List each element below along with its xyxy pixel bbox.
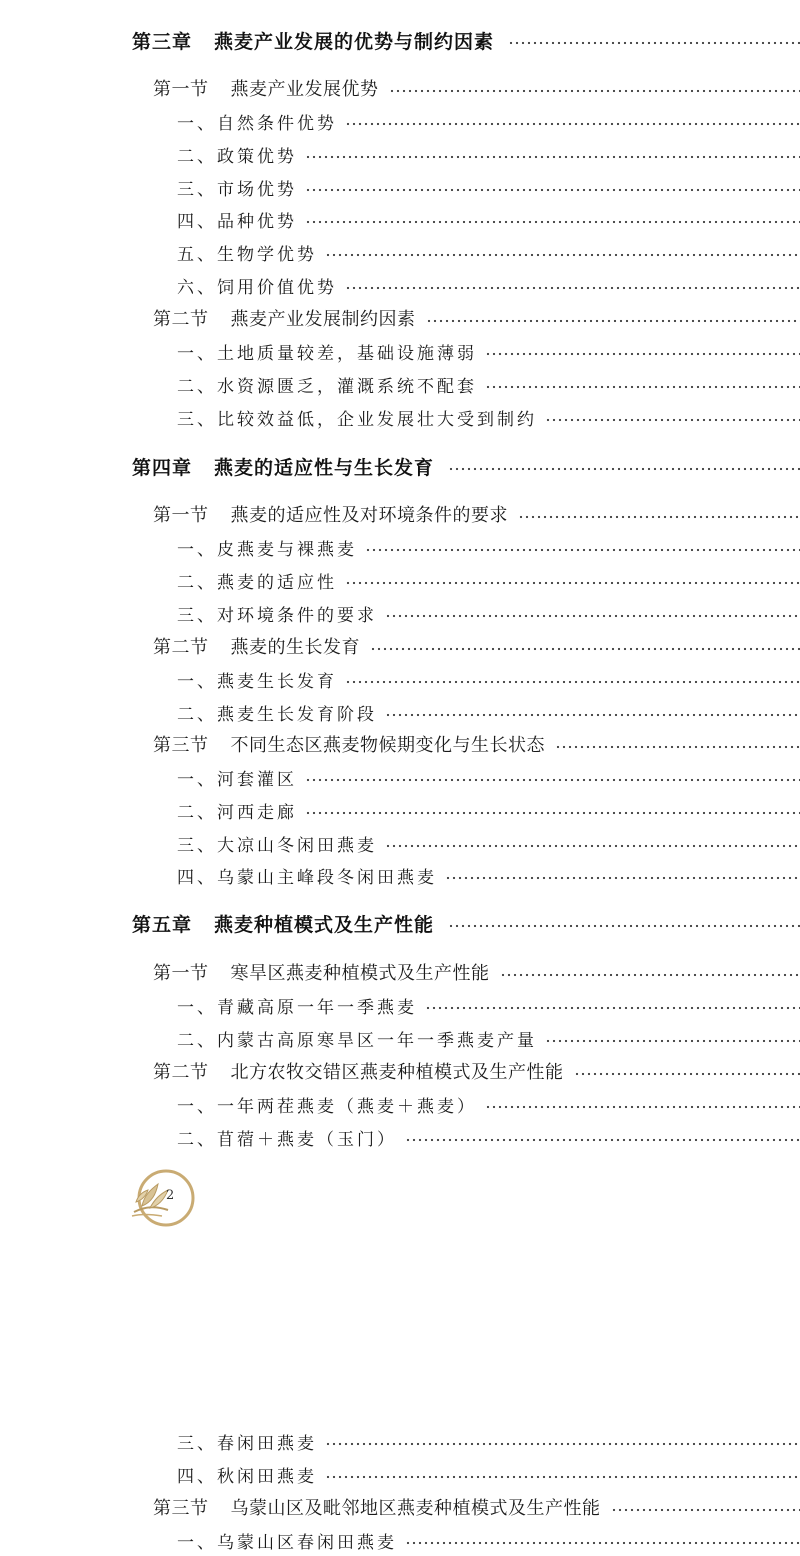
dot-leader — [545, 418, 800, 422]
toc-chapter[interactable] — [0, 450, 800, 482]
toc-title: 三、对环境条件的要求 — [177, 606, 377, 626]
dot-leader — [485, 352, 800, 356]
toc-title: 二、河西走廊 — [177, 803, 297, 823]
toc-title: 二、政策优势 — [177, 147, 297, 167]
toc-item[interactable] — [0, 794, 800, 826]
toc-title: 四、秋闲田燕麦 — [177, 1467, 317, 1487]
toc-title: 不同生态区燕麦物候期变化与生长状态 — [231, 735, 546, 756]
toc-item[interactable] — [0, 1425, 800, 1457]
toc-item[interactable] — [0, 1458, 800, 1490]
dot-leader — [611, 1508, 800, 1512]
toc-item[interactable] — [0, 335, 800, 367]
toc-section[interactable] — [0, 956, 800, 988]
toc-item[interactable] — [0, 368, 800, 400]
toc-title: 北方农牧交错区燕麦种植模式及生产性能 — [231, 1062, 564, 1083]
toc-title: 燕麦的适应性与生长发育 — [214, 457, 434, 479]
dot-leader — [345, 680, 800, 684]
toc-title: 三、春闲田燕麦 — [177, 1434, 317, 1454]
dot-leader — [485, 385, 800, 389]
toc-title: 一、皮燕麦与裸燕麦 — [177, 540, 357, 560]
toc-prefix: 第四章 — [132, 457, 192, 479]
toc-chapter[interactable] — [0, 907, 800, 939]
dot-leader — [425, 1006, 800, 1010]
toc-item[interactable] — [0, 564, 800, 596]
toc-item[interactable] — [0, 663, 800, 695]
dot-leader — [518, 515, 800, 519]
toc-item[interactable] — [0, 989, 800, 1021]
dot-leader — [389, 89, 800, 93]
dot-leader — [365, 548, 800, 552]
dot-leader — [385, 844, 800, 848]
toc-title: 二、燕麦的适应性 — [177, 573, 337, 593]
toc-title: 一、自然条件优势 — [177, 114, 337, 134]
toc-chapter[interactable] — [0, 24, 800, 56]
toc-title: 燕麦产业发展制约因素 — [231, 309, 416, 330]
toc-item[interactable] — [0, 401, 800, 433]
toc-prefix: 第一节 — [153, 505, 209, 526]
toc-section[interactable] — [0, 1491, 800, 1523]
toc-title: 一、河套灌区 — [177, 770, 297, 790]
toc-section[interactable] — [0, 630, 800, 662]
dot-leader — [305, 188, 800, 192]
toc-item[interactable] — [0, 1121, 800, 1153]
dot-leader — [345, 581, 800, 585]
toc-item[interactable] — [0, 859, 800, 891]
toc-prefix: 第三章 — [132, 31, 192, 53]
toc-prefix: 第二节 — [153, 1062, 209, 1083]
toc-section[interactable] — [0, 302, 800, 334]
toc-title: 四、乌蒙山主峰段冬闲田燕麦 — [177, 868, 437, 888]
dot-leader — [305, 811, 800, 815]
dot-leader — [345, 122, 800, 126]
toc-title: 寒旱区燕麦种植模式及生产性能 — [231, 963, 490, 984]
toc-title: 燕麦的适应性及对环境条件的要求 — [231, 505, 509, 526]
dot-leader — [445, 876, 800, 880]
dot-leader — [370, 647, 800, 651]
toc-item[interactable] — [0, 827, 800, 859]
toc-prefix: 第五章 — [132, 914, 192, 936]
toc-item[interactable] — [0, 203, 800, 235]
dot-leader — [345, 286, 800, 290]
toc-title: 一、青藏高原一年一季燕麦 — [177, 998, 417, 1018]
toc-prefix: 第三节 — [153, 735, 209, 756]
toc-item[interactable] — [0, 696, 800, 728]
toc-title: 三、大凉山冬闲田燕麦 — [177, 836, 377, 856]
toc-title: 燕麦的生长发育 — [231, 637, 361, 658]
dot-leader — [555, 745, 800, 749]
toc-title: 二、内蒙古高原寒旱区一年一季燕麦产量 — [177, 1031, 537, 1051]
toc-title: 燕麦种植模式及生产性能 — [214, 914, 434, 936]
dot-leader — [305, 155, 800, 159]
toc-section[interactable] — [0, 498, 800, 530]
toc-prefix: 第一节 — [153, 963, 209, 984]
page-number: 2 — [166, 1188, 174, 1203]
dot-leader — [405, 1541, 800, 1545]
toc-item[interactable] — [0, 761, 800, 793]
toc-item[interactable] — [0, 1088, 800, 1120]
dot-leader — [485, 1105, 800, 1109]
toc-title: 五、生物学优势 — [177, 245, 317, 265]
oat-emblem-icon — [128, 1166, 202, 1230]
toc-title: 一、土地质量较差，基础设施薄弱 — [177, 344, 477, 364]
toc-title: 二、水资源匮乏，灌溉系统不配套 — [177, 377, 477, 397]
dot-leader — [448, 924, 800, 928]
dot-leader — [325, 253, 800, 257]
dot-leader — [448, 467, 800, 471]
toc-section[interactable] — [0, 72, 800, 104]
toc-title: 二、燕麦生长发育阶段 — [177, 705, 377, 725]
toc-item[interactable] — [0, 1524, 800, 1556]
toc-title: 一、乌蒙山区春闲田燕麦 — [177, 1533, 397, 1553]
toc-prefix: 第二节 — [153, 309, 209, 330]
dot-leader — [545, 1039, 800, 1043]
toc-title: 一、一年两茬燕麦（燕麦＋燕麦） — [177, 1097, 477, 1117]
dot-leader — [325, 1442, 800, 1446]
dot-leader — [305, 778, 800, 782]
toc-item[interactable] — [0, 138, 800, 170]
dot-leader — [405, 1138, 800, 1142]
toc-section[interactable] — [0, 1055, 800, 1087]
toc-prefix: 第二节 — [153, 637, 209, 658]
toc-item[interactable] — [0, 597, 800, 629]
toc-title: 四、品种优势 — [177, 212, 297, 232]
toc-item[interactable] — [0, 531, 800, 563]
toc-title: 六、饲用价值优势 — [177, 278, 337, 298]
toc-title: 乌蒙山区及毗邻地区燕麦种植模式及生产性能 — [231, 1498, 601, 1519]
toc-section[interactable] — [0, 728, 800, 760]
toc-item[interactable] — [0, 105, 800, 137]
toc-title: 燕麦产业发展的优势与制约因素 — [214, 31, 494, 53]
toc-item[interactable] — [0, 236, 800, 268]
dot-leader — [385, 614, 800, 618]
toc-item[interactable] — [0, 171, 800, 203]
toc-title: 二、苜蓿＋燕麦（玉门） — [177, 1130, 397, 1150]
toc-title: 燕麦产业发展优势 — [231, 79, 379, 100]
toc-item[interactable] — [0, 1022, 800, 1054]
toc-title: 三、比较效益低，企业发展壮大受到制约 — [177, 410, 537, 430]
dot-leader — [325, 1475, 800, 1479]
toc-item[interactable] — [0, 269, 800, 301]
dot-leader — [426, 319, 800, 323]
dot-leader — [574, 1072, 800, 1076]
toc-prefix: 第一节 — [153, 79, 209, 100]
toc-prefix: 第三节 — [153, 1498, 209, 1519]
toc-title: 一、燕麦生长发育 — [177, 672, 337, 692]
dot-leader — [500, 973, 800, 977]
dot-leader — [508, 41, 800, 45]
dot-leader — [305, 220, 800, 224]
dot-leader — [385, 713, 800, 717]
toc-title: 三、市场优势 — [177, 180, 297, 200]
